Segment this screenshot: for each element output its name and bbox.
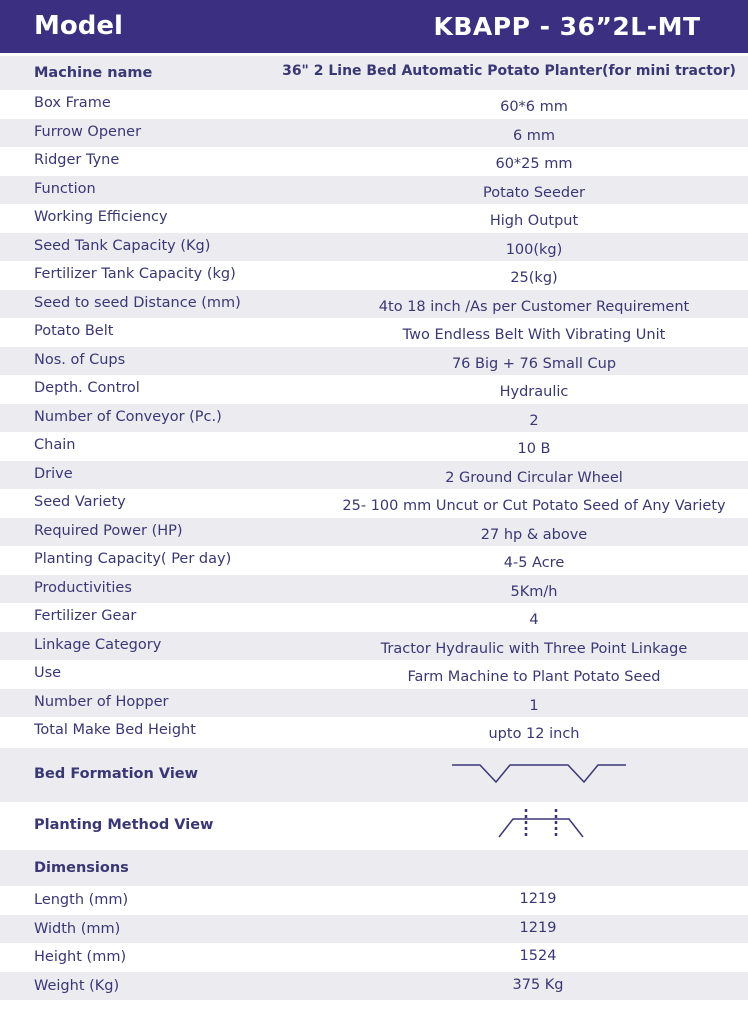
bed-formation-icon bbox=[450, 760, 628, 786]
spec-value: 4 bbox=[529, 612, 539, 628]
model-code: KBAPP - 36”2L-MT bbox=[433, 12, 701, 41]
bed-formation-label: Bed Formation View bbox=[34, 766, 199, 782]
dimension-row bbox=[0, 943, 748, 972]
spec-row bbox=[0, 603, 748, 632]
spec-value: 5Km/h bbox=[510, 584, 558, 600]
spec-row bbox=[0, 318, 748, 347]
dimensions-title-row bbox=[0, 850, 748, 886]
spec-row bbox=[0, 375, 748, 404]
spec-row bbox=[0, 546, 748, 575]
spec-row bbox=[0, 204, 748, 233]
spec-row bbox=[0, 176, 748, 204]
spec-label: Furrow Opener bbox=[34, 124, 142, 140]
dimension-value: 375 Kg bbox=[512, 977, 564, 993]
spec-header bbox=[0, 0, 748, 53]
spec-label: Planting Capacity( Per day) bbox=[34, 551, 232, 567]
machine-name-row bbox=[0, 56, 748, 90]
spec-row bbox=[0, 261, 748, 290]
spec-label: Chain bbox=[34, 437, 76, 453]
spec-row bbox=[0, 575, 748, 603]
spec-row bbox=[0, 632, 748, 660]
spec-row bbox=[0, 689, 748, 717]
spec-label: Drive bbox=[34, 466, 73, 482]
spec-label: Use bbox=[34, 665, 62, 681]
spec-row bbox=[0, 461, 748, 489]
machine-name-value: 36" 2 Line Bed Automatic Potato Planter(for mini tractor) bbox=[282, 63, 736, 79]
spec-value: 2 bbox=[529, 413, 539, 429]
dimension-row bbox=[0, 972, 748, 1000]
spec-label: Depth. Control bbox=[34, 380, 140, 396]
spec-value: Tractor Hydraulic with Three Point Linkage bbox=[380, 641, 688, 657]
spec-label: Ridger Tyne bbox=[34, 152, 120, 168]
spec-row bbox=[0, 489, 748, 518]
spec-value: Farm Machine to Plant Potato Seed bbox=[407, 669, 661, 685]
spec-value: 4-5 Acre bbox=[503, 555, 565, 571]
planting-method-icon bbox=[495, 805, 587, 841]
spec-label: Total Make Bed Height bbox=[34, 722, 196, 738]
spec-row bbox=[0, 233, 748, 261]
spec-label: Seed to seed Distance (mm) bbox=[34, 295, 241, 311]
spec-value: 4to 18 inch /As per Customer Requirement bbox=[378, 299, 690, 315]
spec-row bbox=[0, 119, 748, 147]
spec-value: High Output bbox=[489, 213, 579, 229]
spec-value: 100(kg) bbox=[505, 242, 563, 258]
spec-label: Potato Belt bbox=[34, 323, 114, 339]
spec-value: 25- 100 mm Uncut or Cut Potato Seed of Any Variety bbox=[342, 498, 726, 514]
spec-value: 60*6 mm bbox=[500, 99, 568, 115]
planting-method-label: Planting Method View bbox=[34, 817, 214, 833]
bed-formation-row bbox=[0, 748, 748, 802]
spec-value: 1 bbox=[529, 698, 539, 714]
spec-value: 60*25 mm bbox=[495, 156, 573, 172]
spec-row bbox=[0, 290, 748, 318]
spec-value: 76 Big + 76 Small Cup bbox=[451, 356, 617, 372]
spec-row bbox=[0, 432, 748, 461]
dimension-value: 1219 bbox=[519, 920, 557, 936]
spec-label: Linkage Category bbox=[34, 637, 162, 653]
dimension-value: 1219 bbox=[519, 891, 557, 907]
spec-label: Number of Hopper bbox=[34, 694, 169, 710]
dimension-label: Height (mm) bbox=[34, 949, 127, 965]
spec-label: Number of Conveyor (Pc.) bbox=[34, 409, 222, 425]
spec-row bbox=[0, 347, 748, 375]
machine-name-label: Machine name bbox=[34, 65, 153, 81]
spec-label: Function bbox=[34, 181, 96, 197]
spec-value: 6 mm bbox=[512, 128, 556, 144]
planting-method-row bbox=[0, 803, 748, 849]
spec-row bbox=[0, 90, 748, 119]
spec-row bbox=[0, 147, 748, 176]
spec-label: Nos. of Cups bbox=[34, 352, 126, 368]
spec-value: Hydraulic bbox=[499, 384, 569, 400]
dimension-label: Width (mm) bbox=[34, 921, 121, 937]
spec-label: Seed Variety bbox=[34, 494, 126, 510]
spec-row bbox=[0, 717, 748, 746]
dimension-label: Length (mm) bbox=[34, 892, 129, 908]
spec-value: upto 12 inch bbox=[488, 726, 580, 742]
spec-value: 10 B bbox=[517, 441, 551, 457]
dimension-label: Weight (Kg) bbox=[34, 978, 120, 994]
spec-label: Fertilizer Tank Capacity (kg) bbox=[34, 266, 236, 282]
model-heading: Model bbox=[34, 11, 123, 41]
spec-label: Productivities bbox=[34, 580, 132, 596]
spec-label: Working Efficiency bbox=[34, 209, 168, 225]
spec-row bbox=[0, 404, 748, 432]
spec-value: 25(kg) bbox=[510, 270, 558, 286]
spec-value: 2 Ground Circular Wheel bbox=[445, 470, 623, 486]
spec-value: Two Endless Belt With Vibrating Unit bbox=[402, 327, 666, 343]
spec-label: Seed Tank Capacity (Kg) bbox=[34, 238, 211, 254]
spec-value: 27 hp & above bbox=[480, 527, 588, 543]
dimension-row bbox=[0, 915, 748, 943]
dimensions-title: Dimensions bbox=[34, 860, 129, 876]
spec-label: Required Power (HP) bbox=[34, 523, 183, 539]
spec-row bbox=[0, 518, 748, 546]
spec-value: Potato Seeder bbox=[483, 185, 585, 201]
spec-label: Fertilizer Gear bbox=[34, 608, 137, 624]
dimension-row bbox=[0, 886, 748, 915]
dimension-value: 1524 bbox=[519, 948, 557, 964]
spec-row bbox=[0, 660, 748, 689]
spec-label: Box Frame bbox=[34, 95, 111, 111]
